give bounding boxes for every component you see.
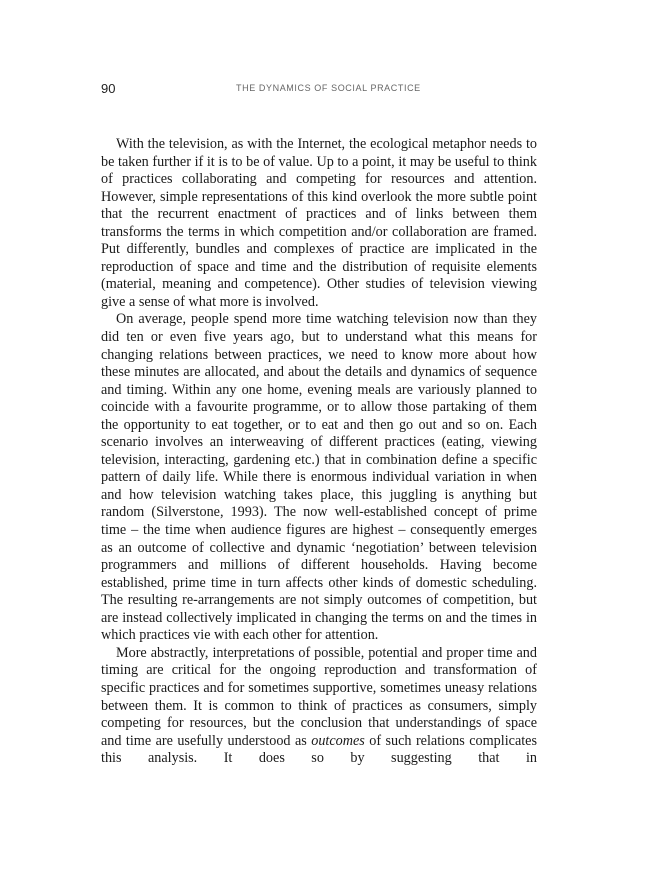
- running-head: THE DYNAMICS OF SOCIAL PRACTICE: [236, 83, 421, 93]
- page-number: 90: [101, 81, 116, 96]
- page-header: [101, 81, 551, 99]
- paragraph: [101, 645, 537, 768]
- emphasized-word: outcomes: [311, 732, 365, 749]
- body-text: [101, 136, 537, 768]
- paragraph: On average, people spend more time watching television now than they did ten or even five years ago, but to understand what this means for changing relations between practices, we need to know more about how these minutes are allocated, and about the details and dynamics of sequence and timing. Within any one home, evening meals are variously planned to coincide with a favourite programme, or to allow those partaking of them the opportunity to eat together, or to eat and then go out and so on. Each scenario involves an interweaving of different practices (eating, viewing television, interacting, gardening etc.) that in combination define a specific pattern of daily life. While there is enormous individual variation in when and how television watching takes place, this juggling is anything but random (Silverstone, 1993). The now well-established concept of prime time – the time when audience figures are highest – consequently emerges as an outcome of collective and dynamic ‘negotiation’ between television programmers and millions of different households. Having become established, prime time in turn affects other kinds of domestic scheduling. The resulting re-arrangements are not simply outcomes of competition, but are instead collectively implicated in changing the terms on and the times in which practices vie with each other for attention.: [101, 311, 537, 644]
- paragraph-text: of such relations complicates this analysis. It does so by suggesting that in: [101, 732, 537, 767]
- paragraph-text: More abstractly, interpretations of possible, potential and proper time and timing are critical for the ongoing reproduction and transformation of specific practices and for sometimes supportive, sometimes uneasy relations between them. It is common to think of practices as consumers, simply competing for resources, but the conclusion that understandings of space and time are usefully understood as: [101, 644, 537, 749]
- paragraph: With the television, as with the Internet, the ecological metaphor needs to be taken further if it is to be of value. Up to a point, it may be useful to think of practices collaborating and competing for resources and attention. However, simple representations of this kind overlook the more subtle point that the recurrent enactment of practices and of links between them transforms the terms in which competition and/or collaboration are framed. Put differently, bundles and complexes of practice are implicated in the reproduction of space and time and the distribution of requisite elements (material, meaning and competence). Other studies of television viewing give a sense of what more is involved.: [101, 136, 537, 310]
